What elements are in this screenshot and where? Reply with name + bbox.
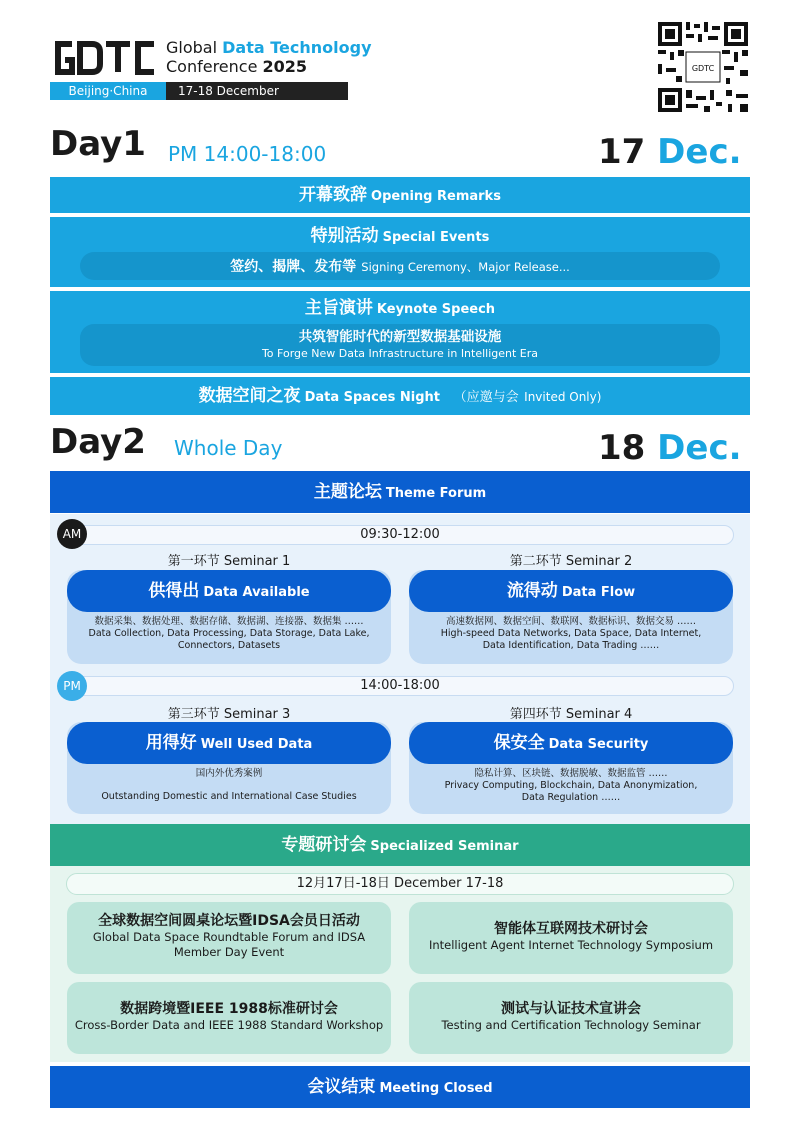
seminar-4-header: 保安全 Data Security bbox=[409, 722, 733, 764]
qr-center-label: GDTC bbox=[691, 64, 715, 73]
seminar-3-label: 第三环节 Seminar 3 bbox=[167, 707, 291, 722]
seminar-3-header: 用得好 Well Used Data bbox=[67, 722, 391, 764]
day2-date: 18 Dec. bbox=[598, 428, 742, 468]
specialized-seminar-bar: 专题研讨会 Specialized Seminar bbox=[50, 824, 750, 866]
seminar-1-card: 供得出 Data Available 数据采集、数据处理、数据存储、数据湖、连接器、数据集 …… Data Collection, Data Processing, Data Storage, Data Lake, Connectors, Datasets bbox=[67, 570, 391, 664]
special-events-block: 特别活动 Special Events bbox=[50, 217, 750, 287]
gdtc-logo-icon bbox=[50, 38, 156, 78]
seminar-2-header: 流得动 Data Flow bbox=[409, 570, 733, 612]
keynote-detail: 共筑智能时代的新型数据基础设施 To Forge New Data Infrastructure in Intelligent Era bbox=[80, 324, 720, 366]
special-events-detail: 签约、揭牌、发布等 Signing Ceremony、Major Release... bbox=[80, 252, 720, 280]
am-badge: AM bbox=[57, 519, 87, 549]
seminar-4-card: 保安全 Data Security 隐私计算、区块链、数据脱敏、数据监管 …… Privacy Computing, Blockchain, Data Anonymization, Data Regulation …… bbox=[409, 722, 733, 814]
day1-date: 17 Dec. bbox=[598, 132, 742, 172]
theme-forum-bar: 主题论坛 Theme Forum bbox=[50, 471, 750, 513]
logo-wordmark: Global Data Technology Conference 2025 bbox=[166, 38, 372, 76]
pm-badge: PM bbox=[57, 671, 87, 701]
data-spaces-night-bar: 数据空间之夜 Data Spaces Night （应邀与会 Invited Only) bbox=[50, 377, 750, 415]
qr-code-icon[interactable] bbox=[656, 20, 750, 114]
location-tag: Beijing·China bbox=[50, 82, 166, 100]
seminar-1-label: 第一环节 Seminar 1 bbox=[167, 554, 291, 569]
dates-tag: 17-18 December bbox=[166, 82, 348, 100]
seminar-2-card: 流得动 Data Flow 高速数据网、数据空间、数联网、数据标识、数据交易 …… High-speed Data Networks, Data Space, Data Internet, Data Identification, Data Trading …… bbox=[409, 570, 733, 664]
specialized-seminar-date: 12月17日-18日 December 17-18 bbox=[66, 873, 734, 895]
specialized-item-1: 全球数据空间圆桌论坛暨IDSA会员日活动 Global Data Space Roundtable Forum and IDSA Member Day Event bbox=[67, 902, 391, 974]
seminar-1-header: 供得出 Data Available bbox=[67, 570, 391, 612]
day1-title: Day1 bbox=[50, 124, 146, 164]
meeting-closed-bar: 会议结束 Meeting Closed bbox=[50, 1066, 750, 1108]
day2-time: Whole Day bbox=[174, 436, 283, 460]
day2-title: Day2 bbox=[50, 422, 146, 462]
day1-time: PM 14:00-18:00 bbox=[168, 142, 327, 166]
keynote-speech-block: 主旨演讲 Keynote Speech bbox=[50, 291, 750, 373]
seminar-3-card: 用得好 Well Used Data 国内外优秀案例 Outstanding Domestic and International Case Studies bbox=[67, 722, 391, 814]
am-time-bar: 09:30-12:00 bbox=[66, 525, 734, 545]
specialized-item-2: 智能体互联网技术研讨会 Intelligent Agent Internet Technology Symposium bbox=[409, 902, 733, 974]
seminar-4-label: 第四环节 Seminar 4 bbox=[509, 707, 633, 722]
seminar-2-label: 第二环节 Seminar 2 bbox=[509, 554, 633, 569]
pm-time-bar: 14:00-18:00 bbox=[66, 676, 734, 696]
specialized-item-3: 数据跨境暨IEEE 1988标准研讨会 Cross-Border Data and IEEE 1988 Standard Workshop bbox=[67, 982, 391, 1054]
specialized-item-4: 测试与认证技术宣讲会 Testing and Certification Technology Seminar bbox=[409, 982, 733, 1054]
opening-remarks-bar: 开幕致辞 Opening Remarks bbox=[50, 177, 750, 213]
